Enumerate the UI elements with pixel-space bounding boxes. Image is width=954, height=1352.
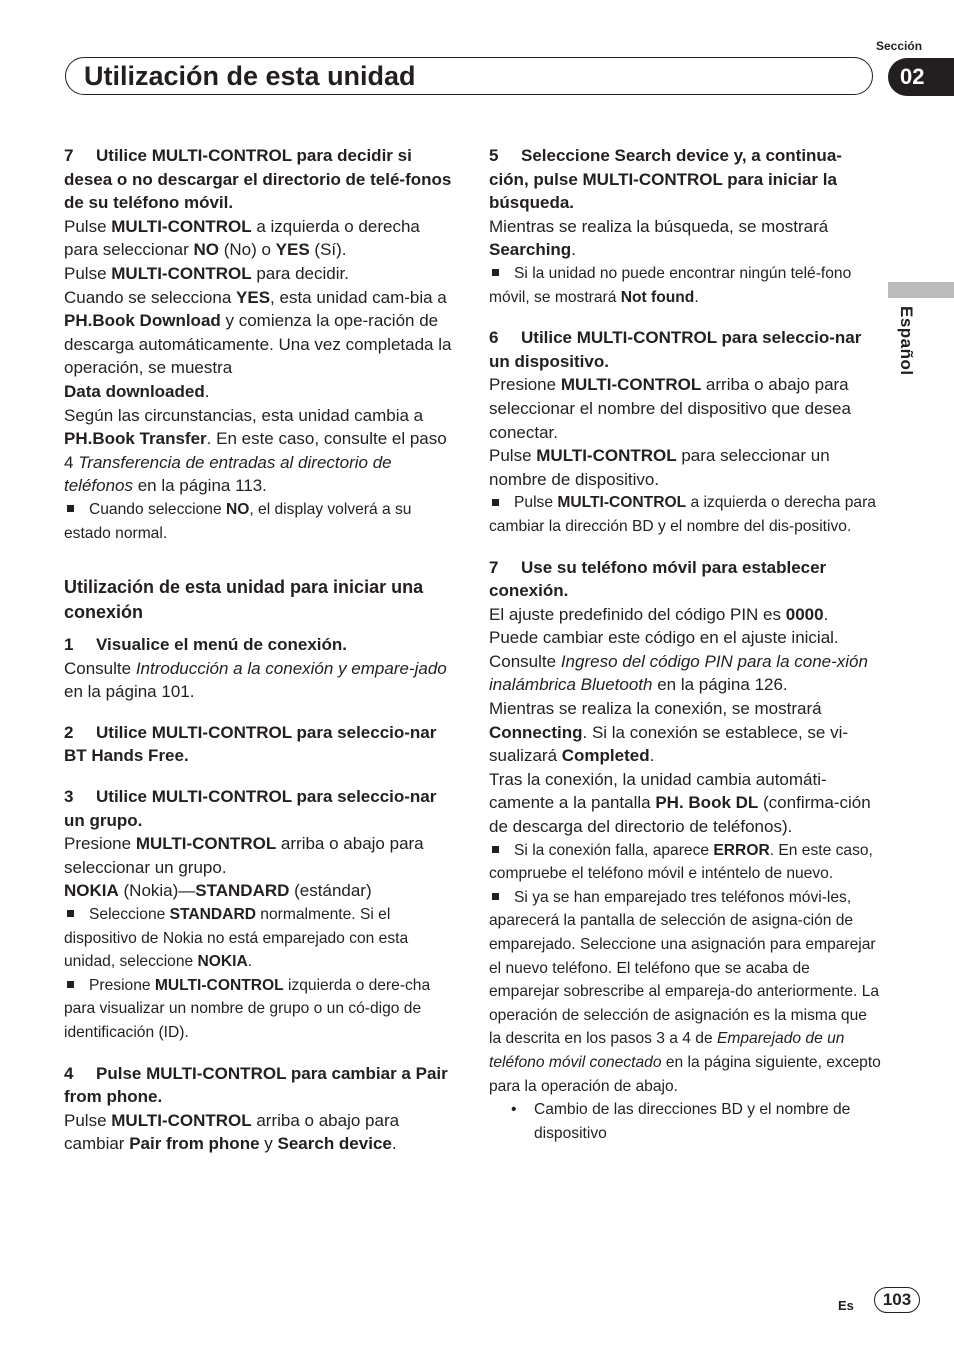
paragraph: NOKIA (Nokia)—STANDARD (estándar) <box>64 881 372 901</box>
note: Si la conexión falla, aparece ERROR. En este caso, compruebe el teléfono móvil e inténtelo de nuevo. <box>489 841 873 883</box>
square-bullet-icon <box>67 910 74 917</box>
paragraph: Mientras se realiza la conexión, se mostrará Connecting. Si la conexión se establece, se vi-sualizará Completed. <box>489 699 849 766</box>
step-heading: 5 Seleccione Search device y, a continua-ción, pulse MULTI-CONTROL para iniciar la búsqueda. <box>489 146 842 213</box>
left-column <box>64 144 452 1156</box>
paragraph: Consulte Introducción a la conexión y empare-jado en la página 101. <box>64 658 447 702</box>
paragraph: Mientras se realiza la búsqueda, se mostrará Searching. <box>489 216 829 260</box>
step-heading: 3 Utilice MULTI-CONTROL para seleccio-nar un grupo. <box>64 787 437 830</box>
page-title: Utilización de esta unidad <box>84 61 416 91</box>
note: Si ya se han emparejado tres teléfonos móvi-les, aparecerá la pantalla de selección de asigna-ción de emparejado. Seleccione una asignación para emparejar el nuevo teléfono. El teléfono que se acaba de emparejar sobrescribe al empareja-do anteriormente. La operación de selección de asignación es la misma que la descrita en los pasos 3 a 4 de Emparejado de un teléfono móvil conectado en la página siguiente, excepto para la operación de abajo. <box>489 888 881 1095</box>
paragraph: Presione MULTI-CONTROL arriba o abajo para seleccionar el nombre del dispositivo que desea conectar. <box>489 375 851 442</box>
note: Seleccione STANDARD normalmente. Si el dispositivo de Nokia no está emparejado con esta unidad, seleccione NOKIA. <box>64 906 409 971</box>
step-heading: 4 Pulse MULTI-CONTROL para cambiar a Pair from phone. <box>64 1063 448 1107</box>
subsection-heading: Utilización de esta unidad para iniciar una conexión <box>64 577 424 623</box>
note: Pulse MULTI-CONTROL a izquierda o derecha para cambiar la dirección BD y el nombre del dis-positivo. <box>489 494 876 535</box>
page-number: 103 <box>874 1287 920 1313</box>
right-column <box>489 144 881 1145</box>
language-label: Español <box>897 306 916 376</box>
note: Si la unidad no puede encontrar ningún telé-fono móvil, se mostrará Not found. <box>489 264 852 306</box>
square-bullet-icon <box>492 846 499 853</box>
step-heading: 7 Use su teléfono móvil para establecer conexión. <box>489 557 827 601</box>
paragraph: Cuando se selecciona YES, esta unidad cam-bia a PH.Book Download y comienza la ope-ración de descarga automáticamente. Una vez completada la operación, se muestra Data downloaded. <box>64 287 452 401</box>
square-bullet-icon <box>492 499 499 506</box>
paragraph: Tras la conexión, la unidad cambia automáti-camente a la pantalla PH. Book DL (confirma-ción de descarga del directorio de teléfonos). <box>489 769 871 837</box>
paragraph: Presione MULTI-CONTROL arriba o abajo para seleccionar un grupo. <box>64 834 424 877</box>
paragraph: El ajuste predefinido del código PIN es 0000. Puede cambiar este código en el ajuste inicial. Consulte Ingreso del código PIN para la cone-xión inalámbrica Bluetooth en la página 126. <box>489 604 868 695</box>
paragraph: Pulse MULTI-CONTROL para seleccionar un nombre de dispositivo. <box>489 446 830 489</box>
section-label: Sección <box>876 39 923 53</box>
square-bullet-icon <box>492 269 499 276</box>
list-item: • Cambio de las direcciones BD y el nombre de dispositivo <box>489 1098 881 1145</box>
section-number-badge: 02 <box>888 58 954 96</box>
step-heading: 6 Utilice MULTI-CONTROL para seleccio-nar un dispositivo. <box>489 328 862 371</box>
language-code: Es <box>838 1298 854 1313</box>
paragraph: Pulse MULTI-CONTROL para decidir. <box>64 263 349 283</box>
paragraph: Pulse MULTI-CONTROL a izquierda o derecha para seleccionar NO (No) o YES (Sí). <box>64 216 420 260</box>
paragraph: Pulse MULTI-CONTROL arriba o abajo para cambiar Pair from phone y Search device. <box>64 1110 400 1154</box>
note: Presione MULTI-CONTROL izquierda o dere-cha para visualizar un nombre de grupo o un có-digo de identificación (ID). <box>64 976 431 1041</box>
square-bullet-icon <box>67 981 74 988</box>
dot-bullet-icon: • <box>511 1101 517 1119</box>
note: Cuando seleccione NO, el display volverá a su estado normal. <box>64 500 412 542</box>
paragraph: Según las circunstancias, esta unidad cambia a PH.Book Transfer. En este caso, consulte el paso 4 Transferencia de entradas al directorio de teléfonos en la página 113. <box>64 405 447 496</box>
step-heading: 1 Visualice el menú de conexión. <box>64 635 347 655</box>
language-tab-marker <box>888 282 954 298</box>
square-bullet-icon <box>492 893 499 900</box>
step-heading: 7 Utilice MULTI-CONTROL para decidir si desea o no descargar el directorio de telé-fonos de su teléfono móvil. <box>64 146 452 213</box>
step-heading: 2 Utilice MULTI-CONTROL para seleccio-nar BT Hands Free. <box>64 722 437 766</box>
square-bullet-icon <box>67 505 74 512</box>
